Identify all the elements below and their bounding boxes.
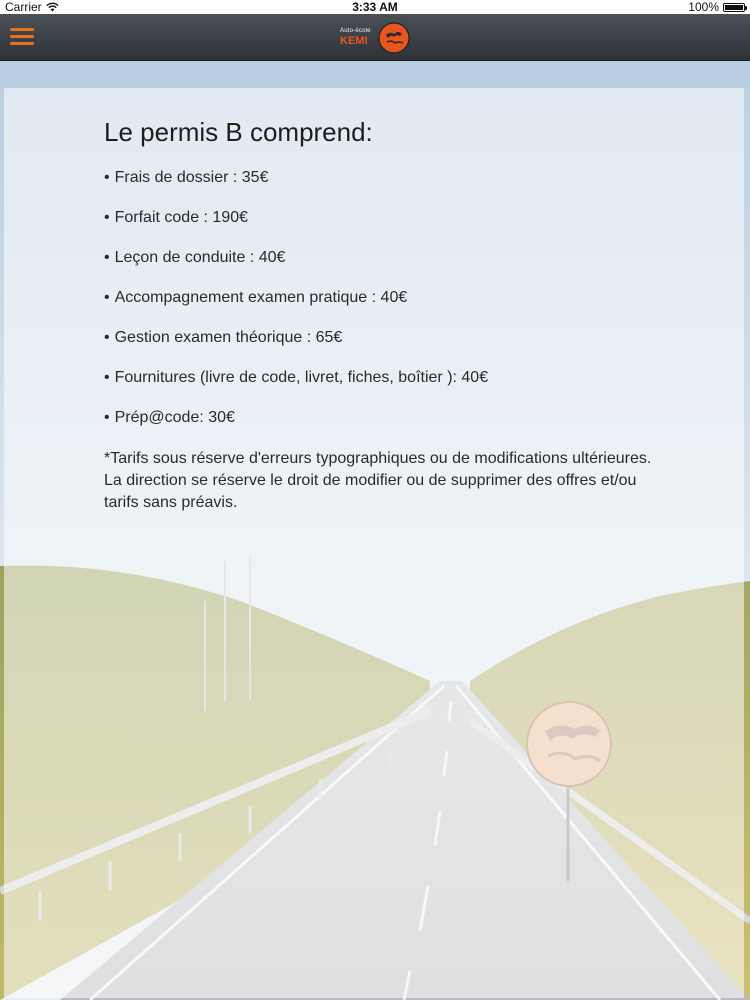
list-item-text: Gestion examen théorique : 65€: [114, 329, 343, 346]
nav-bar: [0, 14, 750, 61]
page-title: Le permis B comprend:: [104, 117, 373, 147]
list-item-text: Leçon de conduite : 40€: [114, 249, 286, 266]
status-bar: [0, 0, 750, 14]
menu-line-bottom: [10, 42, 34, 45]
logo-brand-text: KEMI: [340, 35, 368, 47]
bullet-icon: •: [104, 329, 110, 346]
app-logo: [338, 20, 414, 54]
list-item: [104, 168, 664, 208]
road-sign-logo-icon: [378, 22, 410, 54]
status-time: 3:33 AM: [352, 0, 398, 14]
list-item: [104, 328, 664, 368]
list-item-text: Accompagnement examen pratique : 40€: [114, 289, 408, 306]
list-item: [104, 248, 664, 288]
battery-fill: [725, 5, 743, 10]
bullet-icon: •: [104, 289, 110, 306]
list-item-text: Prép@code: 30€: [114, 409, 235, 426]
battery-icon: [723, 3, 745, 12]
main-content: [0, 61, 750, 1000]
bullet-icon: •: [104, 369, 110, 386]
price-list: [104, 168, 664, 448]
list-item: [104, 208, 664, 248]
list-item: [104, 408, 664, 448]
menu-line-top: [10, 28, 34, 31]
logo-small-text: Auto-école: [340, 28, 371, 34]
list-item: [104, 288, 664, 328]
disclaimer-note: *Tarifs sous réserve d'erreurs typographiques ou de modifications ultérieures. La direction se réserve le droit de modifier ou de supprimer des offres et/ou tarifs sans préavis.: [104, 450, 652, 511]
bullet-icon: •: [104, 249, 110, 266]
bullet-icon: •: [104, 409, 110, 426]
bullet-icon: •: [104, 209, 110, 226]
menu-line-middle: [10, 35, 34, 38]
carrier-label: Carrier: [5, 0, 42, 14]
bullet-icon: •: [104, 169, 110, 186]
status-right: [688, 0, 745, 14]
list-item: [104, 368, 664, 408]
battery-percent: 100%: [688, 0, 719, 14]
list-item-text: Fournitures (livre de code, livret, fiches, boîtier ): 40€: [114, 369, 489, 386]
list-item-text: Forfait code : 190€: [114, 209, 249, 226]
pricing-section: [104, 117, 664, 530]
list-item-text: Frais de dossier : 35€: [114, 169, 269, 186]
hamburger-menu-icon[interactable]: [10, 26, 34, 46]
